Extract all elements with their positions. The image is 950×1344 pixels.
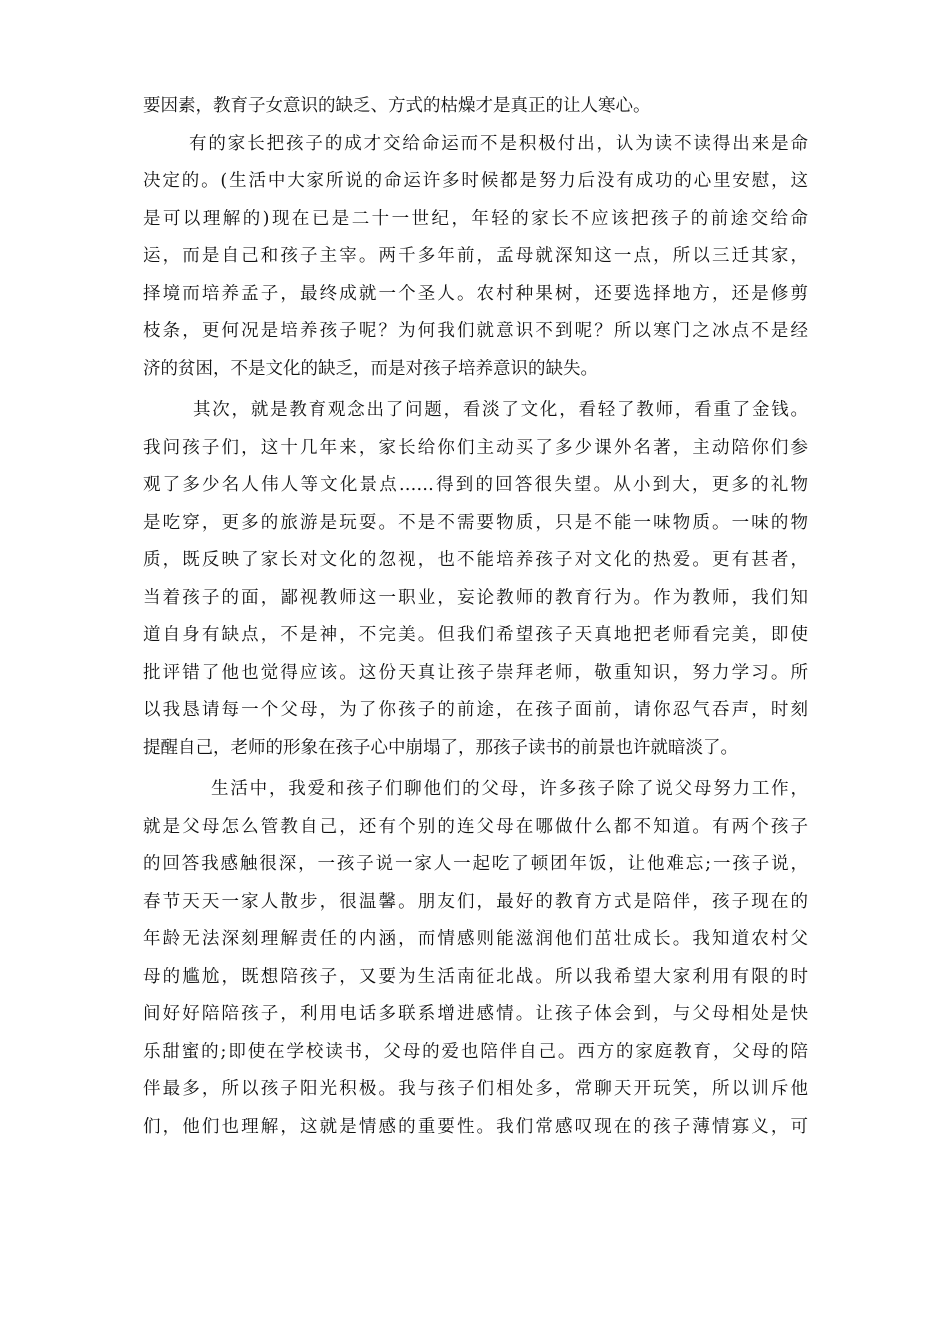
text-line: 我问孩子们，这十几年来，家长给你们主动买了多少课外名著，主动陪你们参 xyxy=(143,437,808,458)
paragraph-3 xyxy=(143,392,808,767)
text-line: 是可以理解的)现在已是二十一世纪，年轻的家长不应该把孩子的前途交给命 xyxy=(143,208,808,229)
text-line: 就是父母怎么管教自己，还有个别的连父母在哪做什么都不知道。有两个孩子 xyxy=(143,816,808,837)
text-line: 以我恳请每一个父母，为了你孩子的前途，在孩子面前，请你忍气吞声，时刻 xyxy=(143,700,808,720)
text-line: 当着孩子的面，鄙视教师这一职业，妄论教师的教育行为。作为教师，我们知 xyxy=(143,587,808,608)
text-line: 乐甜蜜的;即使在学校读书，父母的爱也陪伴自己。西方的家庭教育，父母的陪 xyxy=(143,1041,808,1062)
text-line: 提醒自己，老师的形象在孩子心中崩塌了，那孩子读书的前景也许就暗淡了。 xyxy=(143,737,738,758)
paragraph-1 xyxy=(143,88,808,126)
text-line: 有的家长把孩子的成才交给命运而不是积极付出，认为读不读得出来是命 xyxy=(189,133,808,154)
text-line: 择境而培养孟子，最终成就一个圣人。农村种果树，还要选择地方，还是修剪 xyxy=(143,283,808,304)
text-line: 济的贫困，不是文化的缺乏，而是对孩子培养意识的缺失。 xyxy=(143,358,598,379)
text-line: 枝条，更何况是培养孩子呢？为何我们就意识不到呢？所以寒门之冰点不是经 xyxy=(143,321,808,341)
text-line: 们，他们也理解，这就是情感的重要性。我们常感叹现在的孩子薄情寡义，可 xyxy=(143,1116,808,1137)
text-line: 决定的。(生活中大家所说的命运许多时候都是努力后没有成功的心里安慰，这 xyxy=(143,171,808,191)
document-page xyxy=(143,88,808,1146)
text-line: 春节天天一家人散步，很温馨。朋友们，最好的教育方式是陪伴，孩子现在的 xyxy=(143,891,808,912)
text-line: 运，而是自己和孩子主宰。两千多年前，孟母就深知这一点，所以三迁其家， xyxy=(143,246,808,266)
text-line: 间好好陪陪孩子，利用电话多联系增进感情。让孩子体会到，与父母相处是快 xyxy=(143,1004,808,1024)
text-line: 观了多少名人伟人等文化景点……得到的回答很失望。从小到大，更多的礼物 xyxy=(143,475,808,495)
text-line: 母的尴尬，既想陪孩子，又要为生活南征北战。所以我希望大家利用有限的时 xyxy=(143,966,808,987)
paragraph-2 xyxy=(143,126,808,389)
text-line: 是吃穿，更多的旅游是玩耍。不是不需要物质，只是不能一味物质。一味的物 xyxy=(143,512,808,533)
text-line: 的回答我感触很深，一孩子说一家人一起吃了顿团年饭，让他难忘;一孩子说， xyxy=(143,854,808,874)
text-line: 年龄无法深刻理解责任的内涵，而情感则能滋润他们茁壮成长。我知道农村父 xyxy=(143,929,808,949)
text-line: 质，既反映了家长对文化的忽视，也不能培养孩子对文化的热爱。更有甚者， xyxy=(143,550,808,570)
text-line: 要因素，教育子女意识的缺乏、方式的枯燥才是真正的让人寒心。 xyxy=(143,96,651,116)
text-line: 生活中，我爱和孩子们聊他们的父母，许多孩子除了说父母努力工作， xyxy=(211,779,808,799)
text-line: 伴最多，所以孩子阳光积极。我与孩子们相处多，常聊天开玩笑，所以训斥他 xyxy=(143,1079,808,1099)
text-line: 批评错了他也觉得应该。这份天真让孩子崇拜老师，敬重知识，努力学习。所 xyxy=(143,662,808,683)
text-line: 道自身有缺点，不是神，不完美。但我们希望孩子天真地把老师看完美，即使 xyxy=(143,625,808,645)
text-line: 其次，就是教育观念出了问题，看淡了文化，看轻了教师，看重了金钱。 xyxy=(193,400,808,420)
paragraph-4 xyxy=(143,771,808,1146)
